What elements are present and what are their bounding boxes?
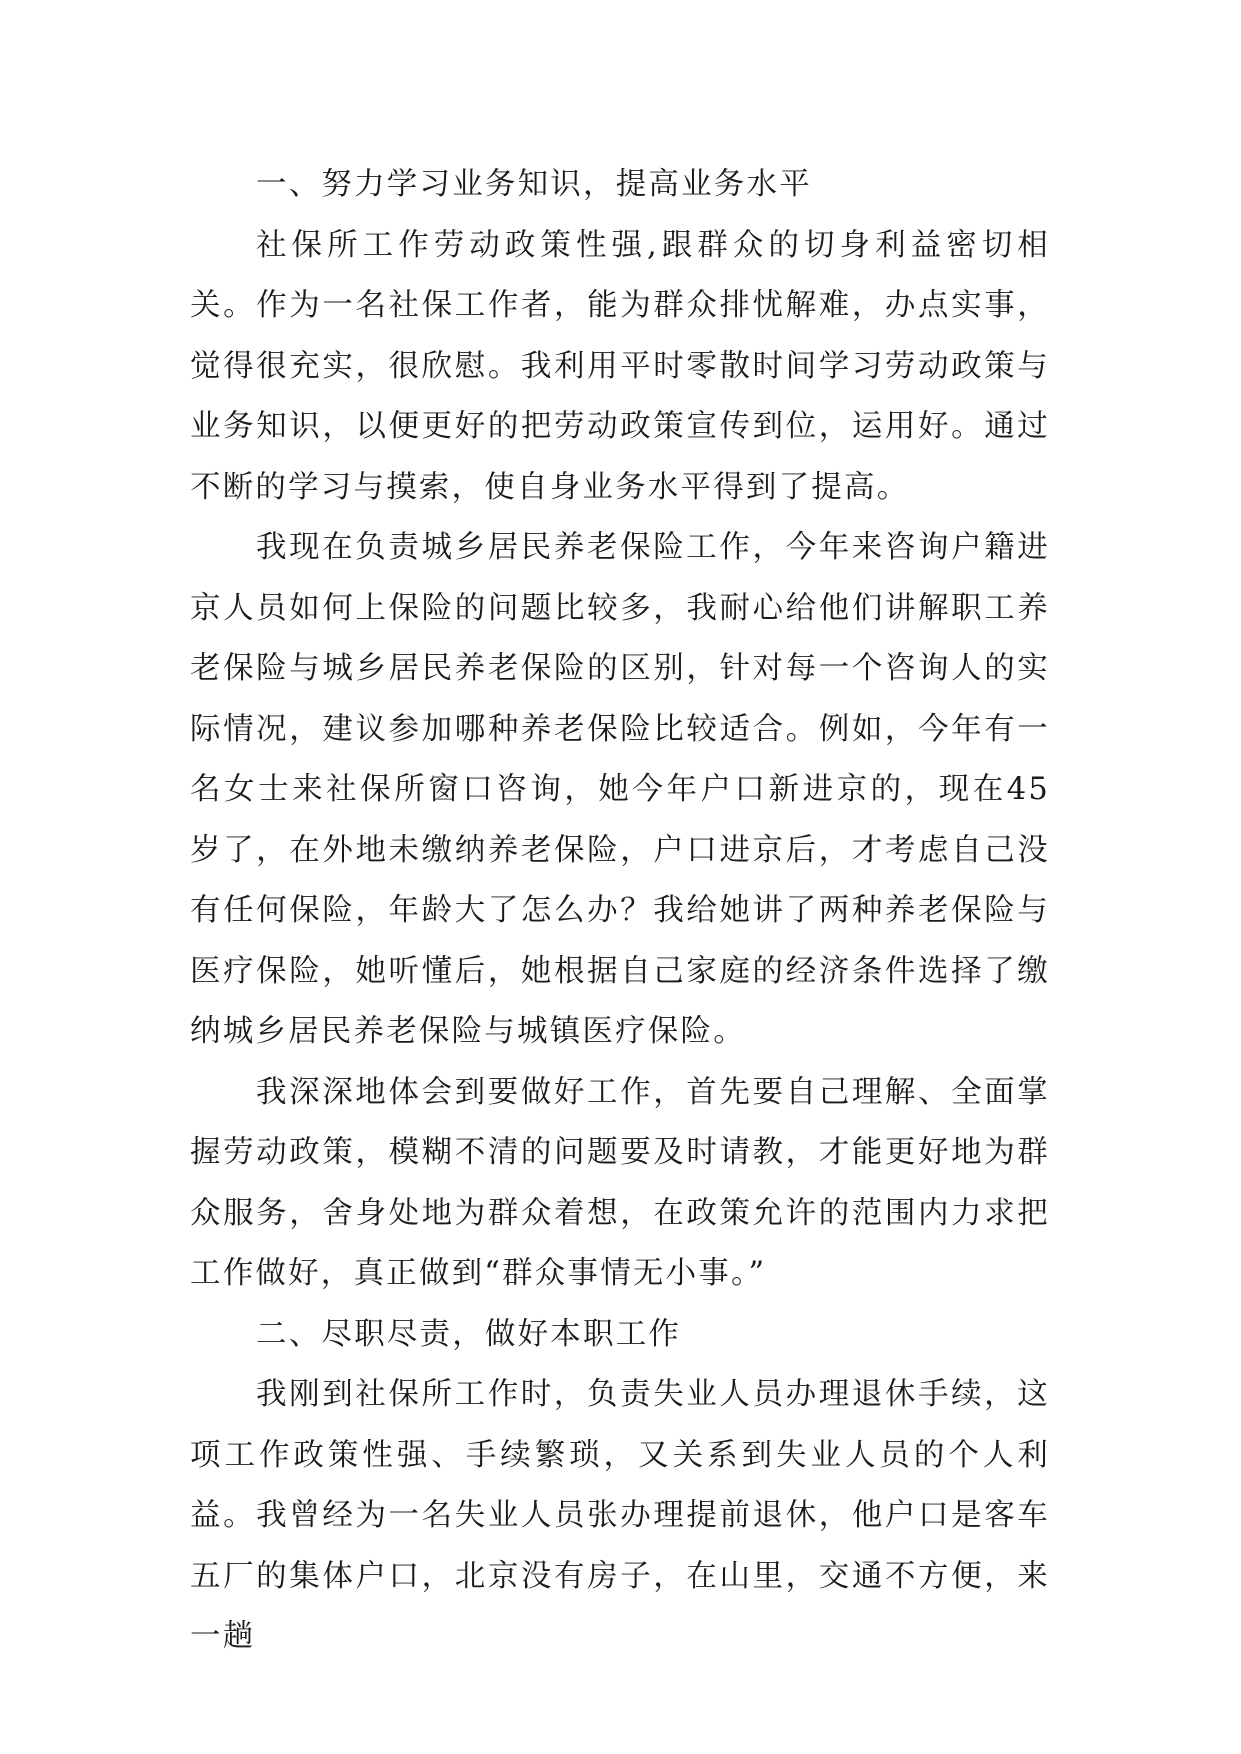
paragraph: 我刚到社保所工作时，负责失业人员办理退休手续，这项工作政策性强、手续繁琐，又关系到失业人员的个人利益。我曾经为一名失业人员张办理提前退休，他户口是客车五厂的集体户口，北京没有房子，在山里，交通不方便，来一趟	[190, 1377, 1050, 1654]
document-body	[190, 155, 1050, 1668]
section-heading-1: 一、努力学习业务知识，提高业务水平	[256, 167, 812, 202]
paragraph: 我深深地体会到要做好工作，首先要自己理解、全面掌握劳动政策，模糊不清的问题要及时请教，才能更好地为群众服务，舍身处地为群众着想，在政策允许的范围内力求把工作做好，真正做到“群众事情无小事。”	[190, 1074, 1050, 1291]
section-heading-2: 二、尽职尽责，做好本职工作	[256, 1316, 682, 1352]
paragraph: 我现在负责城乡居民养老保险工作，今年来咨询户籍进京人员如何上保险的问题比较多，我耐心给他们讲解职工养老保险与城乡居民养老保险的区别，针对每一个咨询人的实际情况，建议参加哪种养老保险比较适合。例如，今年有一名女士来社保所窗口咨询，她今年户口新进京的，现在45岁了，在外地未缴纳养老保险，户口进京后，才考虑自己没有任何保险，年龄大了怎么办？我给她讲了两种养老保险与医疗保险，她听懂后，她根据自己家庭的经济条件选择了缴纳城乡居民养老保险与城镇医疗保险。	[190, 530, 1050, 1049]
paragraph: 社保所工作劳动政策性强,跟群众的切身利益密切相关。作为一名社保工作者，能为群众排忧解难，办点实事，觉得很充实，很欣慰。我利用平时零散时间学习劳动政策与业务知识，以便更好的把劳动政策宣传到位，运用好。通过不断的学习与摸索，使自身业务水平得到了提高。	[190, 227, 1050, 505]
